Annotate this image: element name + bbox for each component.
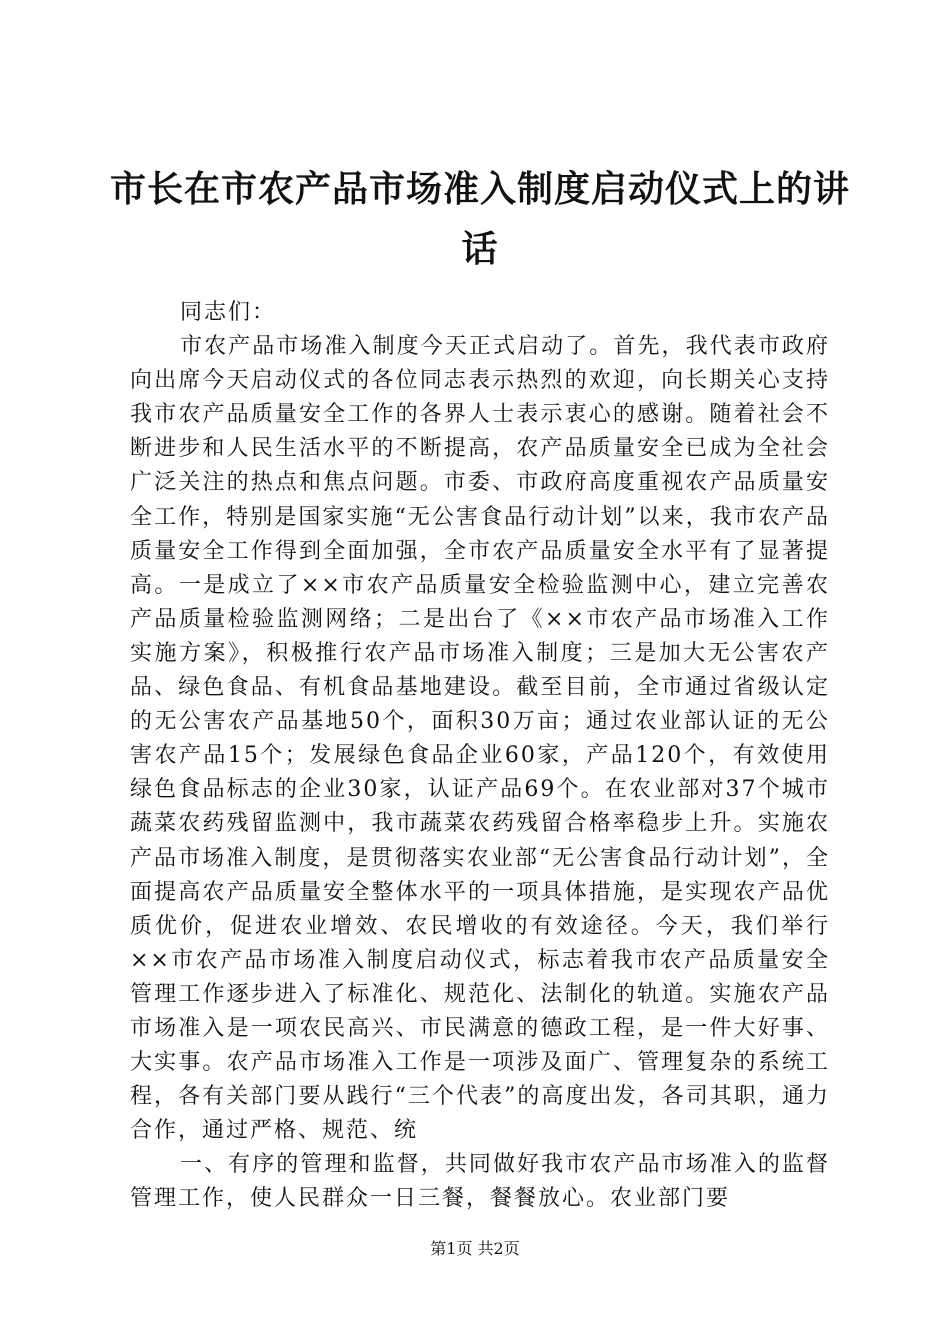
document-body xyxy=(130,296,830,1217)
salutation: 同志们： xyxy=(180,300,277,325)
document-title: 市长在市农产品市场准入制度启动仪式上的讲话 xyxy=(109,169,850,270)
page-footer: 第1页 共2页 xyxy=(430,1239,520,1258)
paragraph-1: 市农产品市场准入制度今天正式启动了。首先，我代表市政府向出席今天启动仪式的各位同志表示热烈的欢迎，向长期关心支持我市农产品质量安全工作的各界人士表示衷心的感谢。随着社会不断进步和人民生活水平的不断提高，农产品质量安全已成为全社会广泛关注的热点和焦点问题。市委、市政府高度重视农产品质量安全工作，特别是国家实施“无公害食品行动计划”以来，我市农产品质量安全工作得到全面加强，全市农产品质量安全水平有了显著提高。一是成立了××市农产品质量安全检验监测中心，建立完善农产品质量检验监测网络；二是出台了《××市农产品市场准入工作实施方案》，积极推行农产品市场准入制度；三是加大无公害农产品、绿色食品、有机食品基地建设。截至目前，全市通过省级认定的无公害农产品基地50个，面积30万亩；通过农业部认证的无公害农产品15个；发展绿色食品企业60家，产品120个，有效使用绿色食品标志的企业30家，认证产品69个。在农业部对37个城市蔬菜农药残留监测中，我市蔬菜农药残留合格率稳步上升。实施农产品市场准入制度，是贯彻落实农业部“无公害食品行动计划”，全面提高农产品质量安全整体水平的一项具体措施，是实现农产品优质优价，促进农业增效、农民增收的有效途径。今天，我们举行××市农产品市场准入制度启动仪式，标志着我市农产品质量安全管理工作逐步进入了标准化、规范化、法制化的轨道。实施农产品市场准入是一项农民高兴、市民满意的德政工程，是一件大好事、大实事。农产品市场准入工作是一项涉及面广、管理复杂的系统工程，各有关部门要从践行“三个代表”的高度出发，各司其职，通力合作，通过严格、规范、统 xyxy=(130,334,830,1144)
paragraph-2: 一、有序的管理和监督，共同做好我市农产品市场准入的监督管理工作，使人民群众一日三餐，餐餐放心。农业部门要 xyxy=(130,1152,830,1212)
